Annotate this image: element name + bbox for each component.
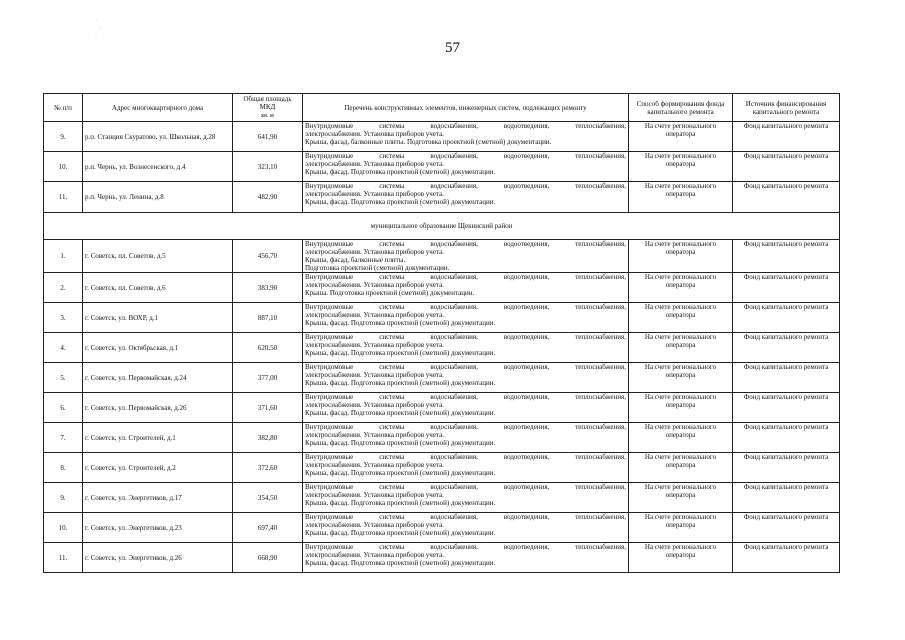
- item-line: электроснабжения. Установка приборов учета.: [305, 341, 444, 349]
- item-line: Крыша, фасад. Подготовка проектной (сметной) документации.: [305, 529, 496, 537]
- row-source: Фонд капитального ремонта: [733, 483, 840, 513]
- item-line: Крыша, фасад. Подготовка проектной (сметной) документации.: [305, 319, 496, 327]
- row-area: 482,90: [233, 182, 303, 213]
- row-items: [303, 393, 629, 423]
- row-items: [303, 333, 629, 363]
- item-line: электроснабжения. Установка приборов учета.: [305, 521, 444, 529]
- table-row: [44, 152, 840, 182]
- section-row: [44, 213, 840, 240]
- row-number: 10.: [44, 513, 83, 543]
- row-area: 377,00: [233, 363, 303, 393]
- row-number: 6.: [44, 393, 83, 423]
- item-line: электроснабжения. Установка приборов учета.: [305, 401, 444, 409]
- row-area: 323,10: [233, 152, 303, 182]
- row-address: р.п. Чернь, ул. Ленина, д.8: [83, 182, 233, 213]
- row-source: Фонд капитального ремонта: [733, 122, 840, 152]
- row-number: 11.: [44, 543, 83, 573]
- row-address: г. Советск, ул. Первомайская, д.26: [83, 393, 233, 423]
- row-address: г. Советск, ул. Строителей, д.1: [83, 423, 233, 453]
- item-line: Крыша, фасад. Подготовка проектной (сметной) документации.: [305, 168, 496, 176]
- row-area: 354,50: [233, 483, 303, 513]
- row-items: [303, 122, 629, 152]
- row-items: [303, 303, 629, 333]
- header-area-unit: кв. м: [261, 113, 274, 119]
- row-area: 382,80: [233, 423, 303, 453]
- row-number: 9.: [44, 483, 83, 513]
- item-line: электроснабжения. Установка приборов учета.: [305, 551, 444, 559]
- scan-mark: ·: [95, 33, 97, 39]
- row-fund-method: На счете регионального оператора: [629, 513, 733, 543]
- row-items: [303, 543, 629, 573]
- item-line: Внутридомовые системы водоснабжения, водоотведения, теплоснабжения,: [305, 122, 626, 130]
- row-fund-method: На счете регионального оператора: [629, 273, 733, 303]
- row-source: Фонд капитального ремонта: [733, 363, 840, 393]
- row-fund-method: На счете регионального оператора: [629, 122, 733, 152]
- row-fund-method: На счете регионального оператора: [629, 393, 733, 423]
- row-area: 668,90: [233, 543, 303, 573]
- row-area: 383,90: [233, 273, 303, 303]
- item-line: электроснабжения. Установка приборов учета.: [305, 281, 444, 289]
- row-source: Фонд капитального ремонта: [733, 152, 840, 182]
- table-row: [44, 423, 840, 453]
- item-line: Внутридомовые системы водоснабжения, водоотведения, теплоснабжения,: [305, 483, 626, 491]
- scan-mark: ·: [96, 18, 98, 24]
- item-line: Внутридомовые системы водоснабжения, водоотведения, теплоснабжения,: [305, 513, 626, 521]
- table-row: [44, 333, 840, 363]
- item-line: Внутридомовые системы водоснабжения, водоотведения, теплоснабжения,: [305, 453, 626, 461]
- item-line: Крыша, фасад, балконные плиты.: [305, 256, 406, 264]
- header-fund-method: Способ формирования фонда капитального ремонта: [629, 94, 733, 122]
- item-line: Крыша, фасад. Подготовка проектной (сметной) документации.: [305, 379, 496, 387]
- repair-program-table: [43, 93, 840, 573]
- row-fund-method: На счете регионального оператора: [629, 453, 733, 483]
- item-line: электроснабжения. Установка приборов учета.: [305, 431, 444, 439]
- row-area: 887,10: [233, 303, 303, 333]
- row-address: г. Советск, ул. Энергетиков, д.23: [83, 513, 233, 543]
- row-area: 456,70: [233, 240, 303, 273]
- row-source: Фонд капитального ремонта: [733, 423, 840, 453]
- row-items: [303, 513, 629, 543]
- item-line: Крыша, фасад. Подготовка проектной (сметной) документации.: [305, 349, 496, 357]
- table-body-top: [44, 122, 840, 213]
- item-line: Крыша. Подготовка проектной (сметной) документации.: [305, 289, 475, 297]
- row-items: [303, 423, 629, 453]
- row-number: 10.: [44, 152, 83, 182]
- header-address: Адрес многоквартирного дома: [83, 94, 233, 122]
- item-line: электроснабжения. Установка приборов учета.: [305, 491, 444, 499]
- row-items: [303, 453, 629, 483]
- header-area: [233, 94, 303, 122]
- row-area: 697,40: [233, 513, 303, 543]
- item-line: Крыша, фасад. Подготовка проектной (сметной) документации.: [305, 469, 496, 477]
- page-number: 57: [445, 40, 460, 56]
- item-line: электроснабжения. Установка приборов учета.: [305, 248, 444, 256]
- row-area: 641,90: [233, 122, 303, 152]
- item-line: Внутридомовые системы водоснабжения, водоотведения, теплоснабжения,: [305, 152, 626, 160]
- row-items: [303, 483, 629, 513]
- row-items: [303, 182, 629, 213]
- row-area: 620,50: [233, 333, 303, 363]
- row-address: г. Советск, пл. Советов, д.6: [83, 273, 233, 303]
- item-line: Внутридомовые системы водоснабжения, водоотведения, теплоснабжения,: [305, 303, 626, 311]
- row-fund-method: На счете регионального оператора: [629, 182, 733, 213]
- row-fund-method: На счете регионального оператора: [629, 303, 733, 333]
- row-area: 372,60: [233, 453, 303, 483]
- row-number: 8.: [44, 453, 83, 483]
- row-address: р.п. Станция Скуратово, ул. Школьная, д.28: [83, 122, 233, 152]
- item-line: Подготовка проектной (сметной) документации.: [305, 264, 450, 272]
- row-source: Фонд капитального ремонта: [733, 453, 840, 483]
- table-row: [44, 182, 840, 213]
- row-items: [303, 273, 629, 303]
- item-line: Внутридомовые системы водоснабжения, водоотведения, теплоснабжения,: [305, 423, 626, 431]
- row-number: 11.: [44, 182, 83, 213]
- row-items: [303, 240, 629, 273]
- item-line: электроснабжения. Установка приборов учета.: [305, 160, 444, 168]
- item-line: электроснабжения. Установка приборов учета.: [305, 371, 444, 379]
- row-address: г. Советск, ул. Первомайская, д.24: [83, 363, 233, 393]
- row-area: 371,60: [233, 393, 303, 423]
- header-items: Перечень конструктивных элементов, инженерных систем, подлежащих ремонту: [303, 94, 629, 122]
- item-line: Внутридомовые системы водоснабжения, водоотведения, теплоснабжения,: [305, 333, 626, 341]
- item-line: Внутридомовые системы водоснабжения, водоотведения, теплоснабжения,: [305, 182, 626, 190]
- scan-mark: ·: [100, 26, 102, 32]
- row-source: Фонд капитального ремонта: [733, 333, 840, 363]
- table-header-row: [44, 94, 840, 122]
- item-line: Крыша, фасад, балконные плиты. Подготовка проектной (сметной) документации.: [305, 138, 552, 146]
- table-row: [44, 363, 840, 393]
- row-fund-method: На счете регионального оператора: [629, 543, 733, 573]
- table-row: [44, 543, 840, 573]
- row-fund-method: На счете регионального оператора: [629, 333, 733, 363]
- row-source: Фонд капитального ремонта: [733, 182, 840, 213]
- table-row: [44, 393, 840, 423]
- table-row: [44, 303, 840, 333]
- row-address: г. Советск, ул. Октябрьская, д.1: [83, 333, 233, 363]
- row-number: 5.: [44, 363, 83, 393]
- row-number: 4.: [44, 333, 83, 363]
- row-number: 9.: [44, 122, 83, 152]
- row-items: [303, 363, 629, 393]
- row-items: [303, 152, 629, 182]
- header-num: № п/п: [44, 94, 83, 122]
- item-line: Внутридомовые системы водоснабжения, водоотведения, теплоснабжения,: [305, 273, 626, 281]
- row-fund-method: На счете регионального оператора: [629, 483, 733, 513]
- section-title: муниципальное образование Щекинский район: [44, 213, 840, 240]
- row-address: г. Советск, пл. Советов, д.5: [83, 240, 233, 273]
- row-number: 1.: [44, 240, 83, 273]
- row-source: Фонд капитального ремонта: [733, 240, 840, 273]
- table-row: [44, 122, 840, 152]
- row-fund-method: На счете регионального оператора: [629, 152, 733, 182]
- row-address: р.п. Чернь, ул. Вознесенского, д.4: [83, 152, 233, 182]
- item-line: Крыша, фасад. Подготовка проектной (сметной) документации.: [305, 559, 496, 567]
- item-line: Внутридомовые системы водоснабжения, водоотведения, теплоснабжения,: [305, 363, 626, 371]
- item-line: Крыша, фасад. Подготовка проектной (сметной) документации.: [305, 439, 496, 447]
- row-fund-method: На счете регионального оператора: [629, 240, 733, 273]
- item-line: электроснабжения. Установка приборов учета.: [305, 461, 444, 469]
- item-line: Внутридомовые системы водоснабжения, водоотведения, теплоснабжения,: [305, 543, 626, 551]
- row-source: Фонд капитального ремонта: [733, 303, 840, 333]
- row-address: г. Советск, ул. ВОХР, д.1: [83, 303, 233, 333]
- item-line: Внутридомовые системы водоснабжения, водоотведения, теплоснабжения,: [305, 240, 626, 248]
- row-source: Фонд капитального ремонта: [733, 273, 840, 303]
- table-row: [44, 273, 840, 303]
- row-address: г. Советск, ул. Энергетиков, д.26: [83, 543, 233, 573]
- row-source: Фонд капитального ремонта: [733, 393, 840, 423]
- row-source: Фонд капитального ремонта: [733, 543, 840, 573]
- item-line: электроснабжения. Установка приборов учета.: [305, 311, 444, 319]
- row-source: Фонд капитального ремонта: [733, 513, 840, 543]
- table-row: [44, 453, 840, 483]
- row-number: 2.: [44, 273, 83, 303]
- header-area-label: Общая площадь МКД: [243, 95, 292, 111]
- row-fund-method: На счете регионального оператора: [629, 363, 733, 393]
- section-body: [44, 213, 840, 240]
- table-row: [44, 513, 840, 543]
- item-line: электроснабжения. Установка приборов учета.: [305, 130, 444, 138]
- item-line: электроснабжения. Установка приборов учета.: [305, 190, 444, 198]
- table-row: [44, 483, 840, 513]
- row-address: г. Советск, ул. Строителей, д.2: [83, 453, 233, 483]
- row-number: 3.: [44, 303, 83, 333]
- row-fund-method: На счете регионального оператора: [629, 423, 733, 453]
- header-source: Источник финансирования капитального ремонта: [733, 94, 840, 122]
- table-row: [44, 240, 840, 273]
- item-line: Внутридомовые системы водоснабжения, водоотведения, теплоснабжения,: [305, 393, 626, 401]
- item-line: Крыша, фасад. Подготовка проектной (сметной) документации.: [305, 409, 496, 417]
- row-number: 7.: [44, 423, 83, 453]
- row-address: г. Советск, ул. Энергетиков, д.17: [83, 483, 233, 513]
- table-body-shchekino: [44, 240, 840, 573]
- item-line: Крыша, фасад. Подготовка проектной (сметной) документации.: [305, 499, 496, 507]
- item-line: Крыша, фасад. Подготовка проектной (сметной) документации.: [305, 198, 496, 206]
